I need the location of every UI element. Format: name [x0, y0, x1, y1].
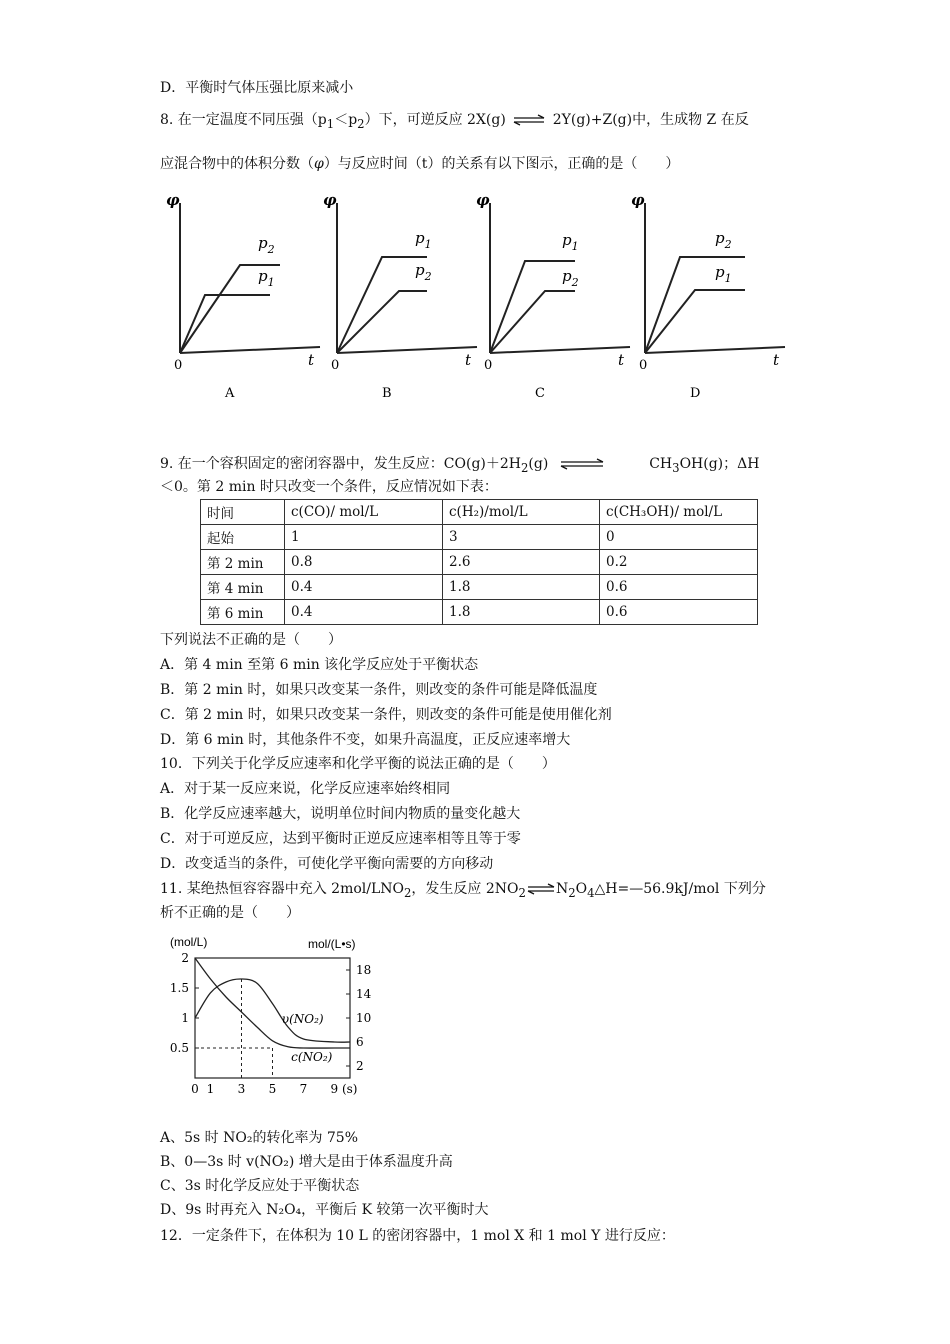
axis-label-x: t — [773, 351, 780, 369]
p-subscript: 1 — [571, 240, 579, 253]
table-cell: 0.2 — [600, 550, 758, 575]
q10-option-b: B．化学反应速率越大，说明单位时间内物质的量变化越大 — [160, 806, 521, 822]
p-subscript: 2 — [571, 276, 579, 289]
table-cell: 1.8 — [443, 600, 600, 625]
p-letter: p — [715, 263, 725, 281]
graph-label: B — [382, 386, 392, 401]
axis-label-y: φ — [323, 191, 337, 209]
p-subscript: 1 — [724, 272, 732, 285]
q11-option-a: A、5s 时 NO₂的转化率为 75% — [160, 1130, 359, 1146]
left-tick-label: 1 — [181, 1011, 189, 1025]
table-cell: 起始 — [201, 525, 285, 550]
x-tick-label: 5 — [268, 1082, 277, 1096]
q8-text: 应混合物中的体积分数（ — [160, 156, 314, 172]
sub: 3 — [672, 460, 680, 475]
q9-option-c: C．第 2 min 时，如果只改变某一条件，则改变的条件可能是使用催化剂 — [160, 707, 612, 723]
q8-stem-line1 — [160, 110, 749, 134]
axis-label-x: t — [618, 351, 625, 369]
q9-text: OH(g)；ΔH — [679, 456, 760, 472]
q8-text: 8. 在一定温度不同压强（p — [160, 112, 327, 128]
curve-p1 — [180, 295, 270, 353]
curve-label — [258, 234, 275, 256]
x-tick-label: 0 — [191, 1082, 199, 1096]
q9-ask: 下列说法不正确的是（ ） — [160, 632, 342, 648]
phi-symbol: φ — [314, 156, 324, 172]
p-subscript: 1 — [267, 276, 275, 289]
curve-label — [415, 229, 432, 251]
table-cell: 0.8 — [285, 550, 443, 575]
x-axis — [180, 347, 320, 353]
table-cell: 第 4 min — [201, 575, 285, 600]
graph-c — [476, 191, 630, 373]
p-subscript: 2 — [267, 243, 275, 256]
curve-label — [562, 267, 579, 289]
table-cell: 0.6 — [600, 575, 758, 600]
q9-option-d: D．第 6 min 时，其他条件不变，如果升高温度，正反应速率增大 — [160, 732, 571, 748]
origin-label: 0 — [331, 358, 340, 373]
x-axis — [490, 347, 630, 353]
q7-option-d: D．平衡时气体压强比原来减小 — [160, 80, 354, 96]
graph-label: A — [225, 386, 235, 401]
x-tick-label: 3 — [237, 1082, 246, 1096]
right-tick-label: 18 — [356, 963, 372, 977]
x-axis — [337, 347, 477, 353]
x-tick-label: 1 — [206, 1082, 215, 1096]
x-tick-label: 9 (s) — [330, 1082, 358, 1096]
axis-label-x: t — [465, 351, 472, 369]
table-cell: 3 — [443, 525, 600, 550]
q11-option-d: D、9s 时再充入 N₂O₄，平衡后 K 较第一次平衡时大 — [160, 1202, 489, 1218]
sub: 2 — [404, 885, 412, 900]
x-axis — [645, 347, 785, 353]
q10-option-a: A．对于某一反应来说，化学反应速率始终相同 — [160, 781, 451, 797]
equilibrium-arrow-icon — [559, 458, 605, 470]
sub: 2 — [518, 885, 526, 900]
table-row — [201, 525, 758, 550]
left-tick-label: 1.5 — [169, 981, 189, 995]
curve-label — [415, 261, 432, 283]
p-letter: p — [562, 267, 572, 285]
graph-label: D — [690, 386, 701, 401]
left-axis-label: (mol/L) — [170, 935, 208, 949]
q8-graphs — [150, 185, 790, 410]
p-letter: p — [258, 267, 268, 285]
curve-p1 — [645, 290, 745, 353]
q11-text: ，发生反应 2NO — [411, 881, 519, 897]
right-tick-label: 14 — [356, 987, 372, 1001]
left-tick-label: 2 — [181, 951, 189, 965]
curve-label — [715, 263, 732, 285]
p-subscript: 1 — [424, 238, 432, 251]
x-tick-label: 7 — [299, 1082, 308, 1096]
sub: 1 — [326, 116, 335, 131]
origin-label: 0 — [484, 358, 493, 373]
right-tick-label: 2 — [356, 1059, 364, 1073]
q12-stem: 12．一定条件下，在体积为 10 L 的密闭容器中，1 mol X 和 1 mol Y 进行反应： — [160, 1228, 675, 1244]
q9-stem-line1 — [160, 454, 759, 478]
origin-label: 0 — [639, 358, 648, 373]
curve-label — [562, 231, 579, 253]
graph-label: C — [535, 386, 545, 401]
origin-label: 0 — [174, 358, 183, 373]
p-letter: p — [415, 229, 425, 247]
q9-text: CH — [649, 456, 673, 472]
series-label-rate: υ(NO₂) — [281, 1011, 324, 1026]
q9-text: 9. 在一个容积固定的密闭容器中，发生反应：CO(g)＋2H — [160, 456, 521, 472]
q9-option-b: B．第 2 min 时，如果只改变某一条件，则改变的条件可能是降低温度 — [160, 682, 598, 698]
table-header-cell: c(CH₃OH)/ mol/L — [600, 500, 758, 525]
q9-text: (g) — [528, 456, 549, 472]
q8-text: ）下，可逆反应 2X(g) — [364, 112, 506, 128]
q10-stem: 10．下列关于化学反应速率和化学平衡的说法正确的是（ ） — [160, 756, 556, 772]
q9-table — [200, 499, 758, 625]
q8-text: ）与反应时间（t）的关系有以下图示，正确的是（ ） — [323, 156, 680, 172]
q11-chart — [160, 932, 400, 1102]
sub: 2 — [357, 116, 365, 131]
table-header-cell: c(CO)/ mol/L — [285, 500, 443, 525]
equilibrium-arrow-icon — [526, 883, 556, 895]
sub: 2 — [568, 885, 576, 900]
q9-option-a: A．第 4 min 至第 6 min 该化学反应处于平衡状态 — [160, 657, 479, 673]
table-cell: 0.4 — [285, 600, 443, 625]
right-tick-label: 6 — [356, 1035, 364, 1049]
p-letter: p — [415, 261, 425, 279]
q11-text: O — [575, 881, 588, 897]
p-subscript: 2 — [724, 238, 732, 251]
table-cell: 0.6 — [600, 600, 758, 625]
q11-option-c: C、3s 时化学反应处于平衡状态 — [160, 1178, 360, 1194]
q8-stem-line2 — [160, 154, 679, 174]
table-row — [201, 550, 758, 575]
p-letter: p — [258, 234, 268, 252]
table-cell: 第 6 min — [201, 600, 285, 625]
axis-label-y: φ — [476, 191, 490, 209]
axis-label-y: φ — [166, 191, 180, 209]
table-header-row — [201, 500, 758, 525]
q8-text: ＜p — [334, 112, 358, 128]
q11-text: △H=—56.9kJ/mol 下列分 — [594, 881, 766, 897]
p-letter: p — [562, 231, 572, 249]
table-header-cell: c(H₂)/mol/L — [443, 500, 600, 525]
curve-label — [258, 267, 275, 289]
q9-stem-line2: ＜0。第 2 min 时只改变一个条件，反应情况如下表： — [160, 479, 498, 495]
q11-option-b: B、0—3s 时 v(NO₂) 增大是由于体系温度升高 — [160, 1154, 453, 1170]
q10-option-c: C．对于可逆反应，达到平衡时正逆反应速率相等且等于零 — [160, 831, 521, 847]
q10-option-d: D．改变适当的条件，可使化学平衡向需要的方向移动 — [160, 856, 494, 872]
table-cell: 2.6 — [443, 550, 600, 575]
table-cell: 0 — [600, 525, 758, 550]
axis-label-x: t — [308, 351, 315, 369]
sub: 2 — [521, 460, 529, 475]
p-subscript: 2 — [424, 270, 432, 283]
graph-d — [631, 191, 785, 373]
table-cell: 第 2 min — [201, 550, 285, 575]
graph-a — [166, 191, 320, 373]
series-label-conc: c(NO₂) — [291, 1050, 333, 1065]
right-tick-label: 10 — [356, 1011, 372, 1025]
q11-text: N — [555, 881, 569, 897]
table-row — [201, 575, 758, 600]
curve-label — [715, 229, 732, 251]
equilibrium-arrow-icon — [512, 114, 546, 126]
table-cell: 1 — [285, 525, 443, 550]
right-axis-label: mol/(L•s) — [308, 937, 356, 951]
q11-stem-line1 — [160, 879, 766, 903]
axis-label-y: φ — [631, 191, 645, 209]
left-tick-label: 0.5 — [169, 1041, 189, 1055]
table-cell: 0.4 — [285, 575, 443, 600]
graph-b — [323, 191, 477, 373]
table-row — [201, 600, 758, 625]
sub: 4 — [587, 885, 595, 900]
p-letter: p — [715, 229, 725, 247]
table-header-cell: 时间 — [201, 500, 285, 525]
q11-text: 11. 某绝热恒容容器中充入 2mol/LNO — [160, 881, 404, 897]
q8-text: 2Y(g)+Z(g)中，生成物 Z 在反 — [552, 112, 749, 128]
table-cell: 1.8 — [443, 575, 600, 600]
q11-stem-line2: 析不正确的是（ ） — [160, 905, 300, 921]
